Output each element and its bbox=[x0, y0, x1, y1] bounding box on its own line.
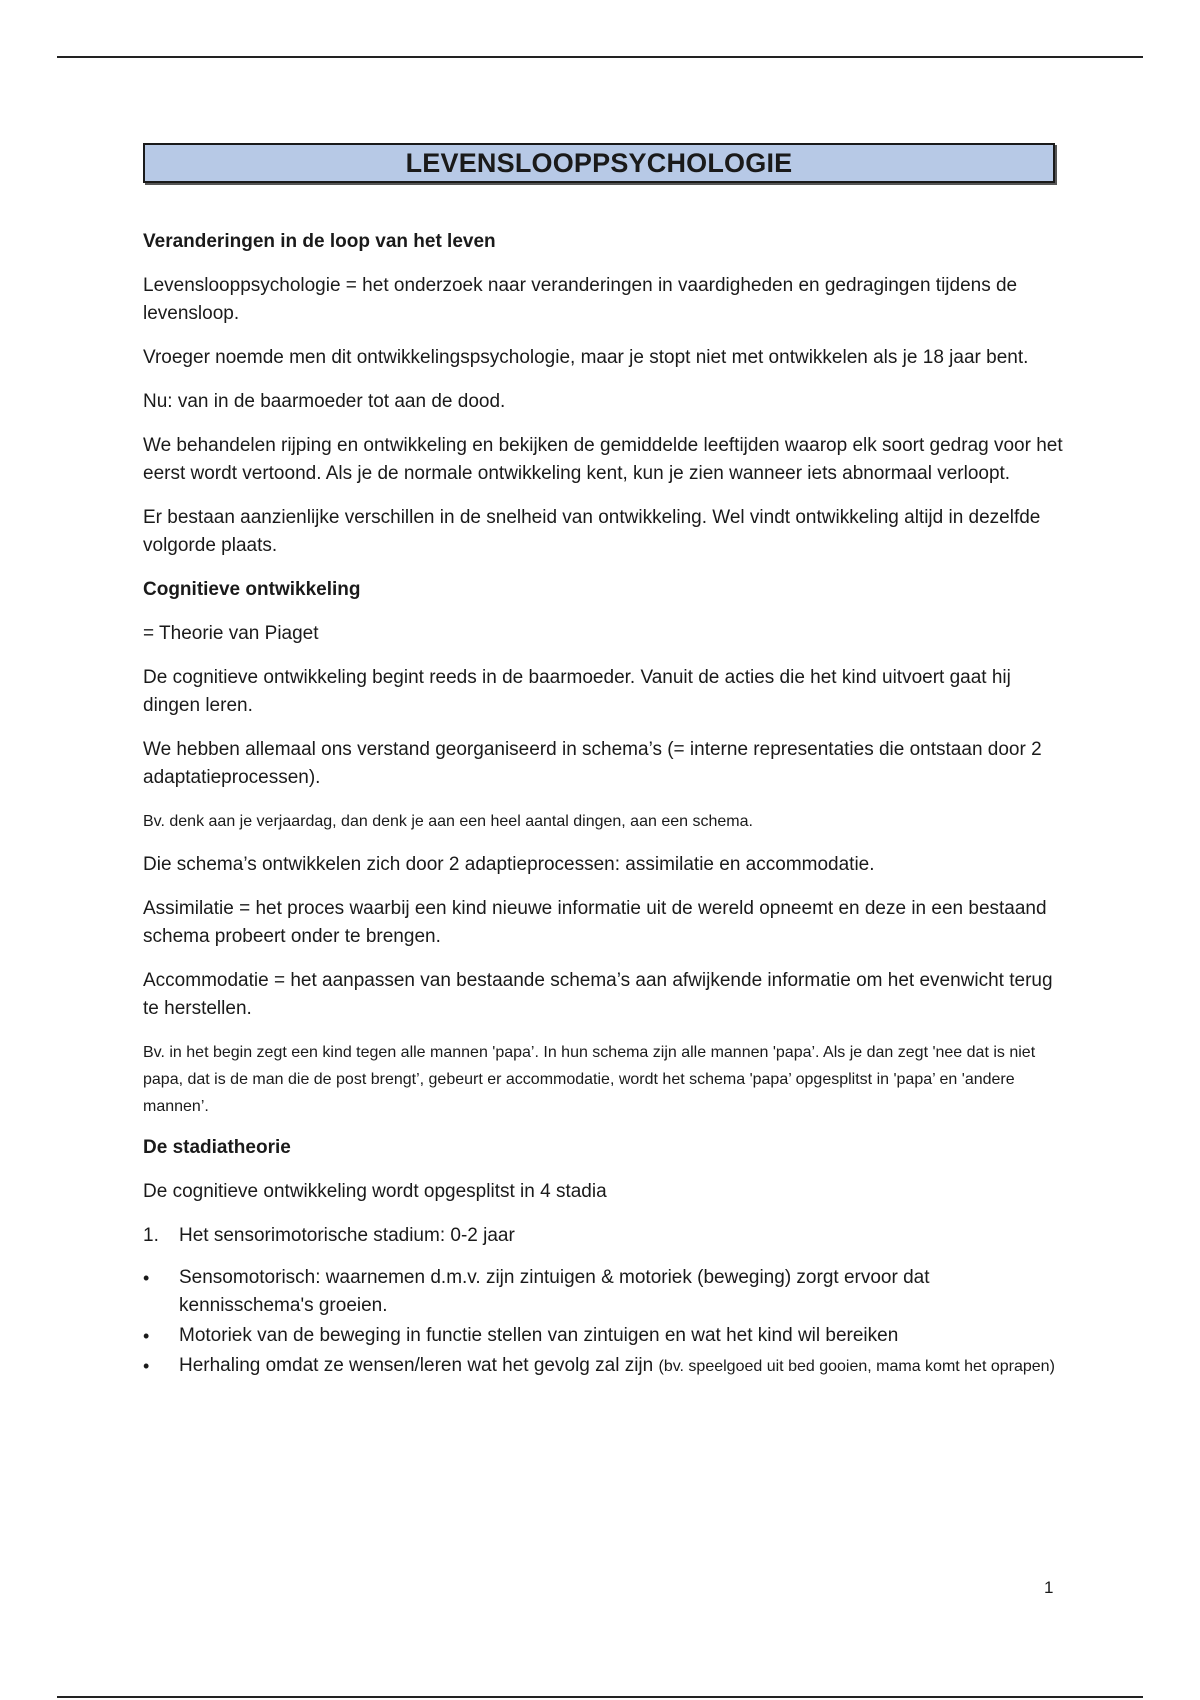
paragraph: Die schema’s ontwikkelen zich door 2 adaptieprocessen: assimilatie en accommodatie. bbox=[143, 854, 875, 875]
bullet-item bbox=[143, 1352, 1063, 1381]
section-heading: Cognitieve ontwikkeling bbox=[143, 579, 361, 600]
bullet-text: Herhaling omdat ze wensen/leren wat het gevolg zal zijn bbox=[179, 1355, 654, 1376]
bullet-icon: • bbox=[143, 1326, 150, 1346]
example-note: Bv. denk aan je verjaardag, dan denk je aan een heel aantal dingen, aan een schema. bbox=[143, 813, 753, 830]
numbered-list-item bbox=[143, 1222, 1063, 1250]
bullet-content bbox=[179, 1352, 1055, 1381]
bullet-item bbox=[143, 1264, 1063, 1320]
paragraph: De cognitieve ontwikkeling begint reeds in de baarmoeder. Vanuit de acties die het kind uitvoert gaat hij dingen leren. bbox=[143, 667, 1011, 716]
bullet-text: Sensomotorisch: waarnemen d.m.v. zijn zintuigen & motoriek (beweging) zorgt ervoor dat kennisschema's groeien. bbox=[179, 1267, 930, 1316]
paragraph: = Theorie van Piaget bbox=[143, 623, 319, 644]
paragraph: Vroeger noemde men dit ontwikkelingspsychologie, maar je stopt niet met ontwikkelen als je 18 jaar bent. bbox=[143, 347, 1029, 368]
list-number: 1. bbox=[143, 1225, 159, 1246]
paragraph: Accommodatie = het aanpassen van bestaande schema’s aan afwijkende informatie om het evenwicht terug te herstellen. bbox=[143, 970, 1053, 1019]
bullet-icon: • bbox=[143, 1356, 150, 1376]
paragraph: Levenslooppsychologie = het onderzoek naar veranderingen in vaardigheden en gedragingen tijdens de levensloop. bbox=[143, 275, 1018, 324]
list-item-text: Het sensorimotorische stadium: 0-2 jaar bbox=[179, 1225, 515, 1246]
paragraph: De cognitieve ontwikkeling wordt opgesplitst in 4 stadia bbox=[143, 1181, 607, 1202]
footer-rule bbox=[57, 1696, 1143, 1698]
header-rule bbox=[57, 56, 1143, 58]
bullet-text: Motoriek van de beweging in functie stellen van zintuigen en wat het kind wil bereiken bbox=[179, 1325, 899, 1346]
bullet-note: (bv. speelgoed uit bed gooien, mama komt het oprapen) bbox=[658, 1358, 1055, 1375]
section-heading: De stadiatheorie bbox=[143, 1137, 291, 1158]
bullet-list bbox=[143, 1264, 1063, 1381]
document-title-box bbox=[143, 143, 1055, 183]
paragraph: Nu: van in de baarmoeder tot aan de dood. bbox=[143, 391, 506, 412]
paragraph: We hebben allemaal ons verstand georganiseerd in schema’s (= interne representaties die ontstaan door 2 adaptatieprocessen). bbox=[143, 739, 1042, 788]
bullet-item bbox=[143, 1322, 1063, 1350]
paragraph: Assimilatie = het proces waarbij een kind nieuwe informatie uit de wereld opneemt en deze in een bestaand schema probeert onder te brengen. bbox=[143, 898, 1047, 947]
paragraph: Er bestaan aanzienlijke verschillen in de snelheid van ontwikkeling. Wel vindt ontwikkeling altijd in dezelfde volgorde plaats. bbox=[143, 507, 1041, 556]
page-number: 1 bbox=[1044, 1578, 1054, 1597]
document-title: LEVENSLOOPPSYCHOLOGIE bbox=[405, 147, 793, 178]
paragraph: We behandelen rijping en ontwikkeling en bekijken de gemiddelde leeftijden waarop elk soort gedrag voor het eerst wordt vertoond. Als je de normale ontwikkeling kent, kun je zien wanneer iets abnormaal verloopt. bbox=[143, 435, 1063, 484]
example-note: Bv. in het begin zegt een kind tegen alle mannen 'papa’. In hun schema zijn alle mannen 'papa’. Als je dan zegt 'nee dat is niet papa, dat is de man die de post brengt’, gebeurt er accommodatie, wordt het schema 'papa’ opgesplitst in 'papa’ en 'andere mannen’. bbox=[143, 1044, 1036, 1115]
document-body bbox=[143, 228, 1063, 1383]
section-heading: Veranderingen in de loop van het leven bbox=[143, 231, 496, 252]
bullet-icon: • bbox=[143, 1268, 150, 1288]
